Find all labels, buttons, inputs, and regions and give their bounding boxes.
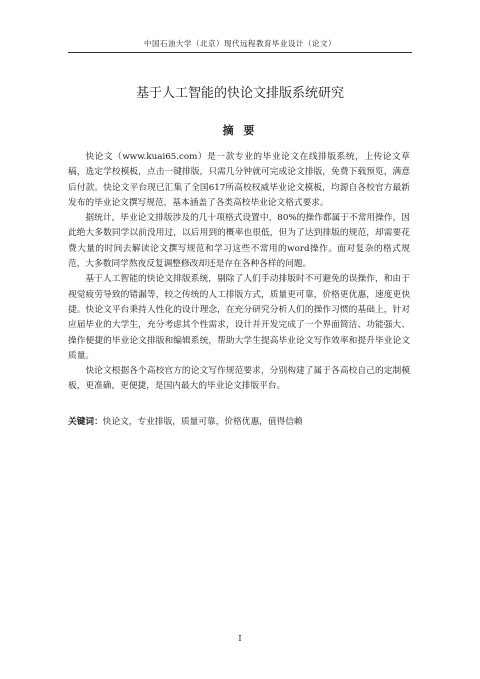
- keywords-text: 快论文，专业排版，质量可靠，价格优惠，值得信赖: [102, 417, 303, 427]
- page-number: I: [238, 634, 242, 643]
- keywords-line: [68, 415, 410, 430]
- abstract-body: [68, 150, 410, 395]
- abstract-paragraph-2: 据统计，毕业论文排版涉及的几十项格式设置中，80%的操作都属于不常用操作，因此绝大多数同学以前没用过，以后用到的概率也很低，但为了达到排版的规范，却需要花费大量的时间去解读论文撰写规范和学习这些不常用的word操作。面对复杂的格式规范，大多数同学熬夜反复调整修改却还是存在各种各样的问题。: [68, 213, 410, 270]
- header-rule: [68, 52, 412, 53]
- abstract-paragraph-3: 基于人工智能的快论文排版系统，剔除了人们手动排版时不可避免的误操作，和由于视觉疲劳导致的错漏等，较之传统的人工排版方式，质量更可靠，价格更优惠，速度更快捷。快论文平台秉持人性化的设计理念，在充分研究分析人们的操作习惯的基础上，针对应届毕业的大学生，充分考虑其个性需求，设计并开发完成了一个界面简洁、功能强大、操作便捷的毕业论文排版和编辑系统，帮助大学生提高毕业论文写作效率和提升毕业论文质量。: [68, 274, 410, 361]
- paper-title: 基于人工智能的快论文排版系统研究: [135, 86, 344, 101]
- running-header: 中国石油大学（北京）现代远程教育毕业设计（论文）: [144, 39, 336, 48]
- keywords-label: 关键词：: [68, 417, 103, 427]
- abstract-paragraph-4: 快论文根据各个高校官方的论文写作规范要求，分别构建了属于各高校自己的定制模板，更准确，更便捷，是国内最大的毕业论文排版平台。: [68, 366, 410, 392]
- abstract-paragraph-1: 快论文（www.kuai65.com）是一款专业的毕业论文在线排版系统，上传论文草稿，选定学校模板，点击一键排版，只需几分钟就可完成论文排版，免费下载预览，满意后付款。快论文平台现已汇集了全国617所高校权威毕业论文模板，均源自各校官方最新发布的毕业论文撰写规范，基本涵盖了各类高校毕业论文格式要求。: [68, 152, 410, 208]
- abstract-heading: 摘 要: [222, 124, 258, 137]
